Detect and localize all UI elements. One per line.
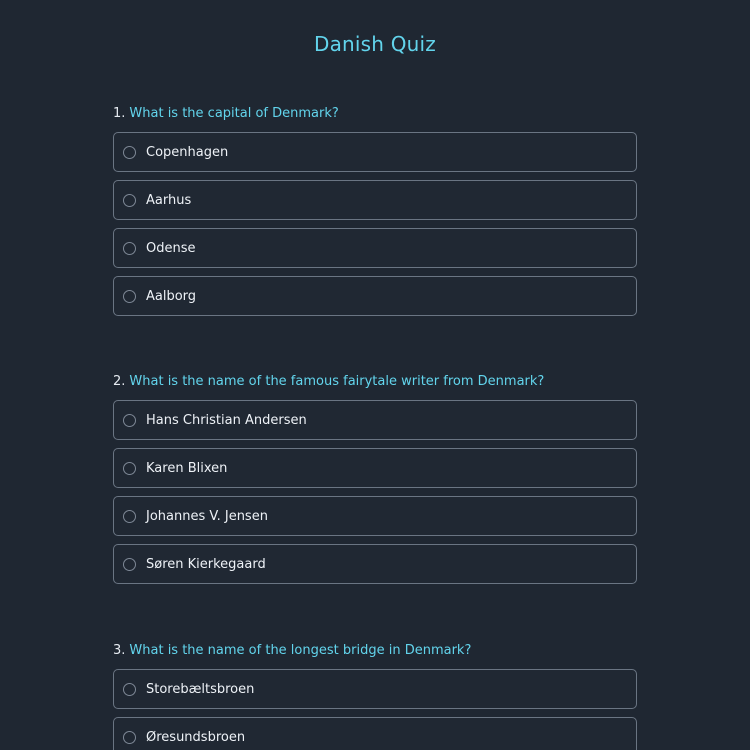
quiz-title: Danish Quiz xyxy=(313,32,436,56)
answer-option-oresundsbroen[interactable] xyxy=(113,717,637,750)
option-label: Hans Christian Andersen xyxy=(146,412,307,428)
answer-option-odense[interactable] xyxy=(113,228,637,268)
option-label: Storebæltsbroen xyxy=(146,681,255,697)
option-label: Johannes V. Jensen xyxy=(146,508,268,524)
answer-option-johannes-v-jensen[interactable] xyxy=(113,496,637,536)
radio-button-icon[interactable] xyxy=(123,683,136,696)
answer-option-hans-christian-andersen[interactable] xyxy=(113,400,637,440)
radio-button-icon[interactable] xyxy=(123,510,136,523)
question-prompt: What is the name of the famous fairytale writer from Denmark? xyxy=(129,374,545,389)
radio-button-icon[interactable] xyxy=(123,194,136,207)
question-number: 3. xyxy=(113,643,126,658)
radio-button-icon[interactable] xyxy=(123,290,136,303)
radio-button-icon[interactable] xyxy=(123,242,136,255)
option-label: Copenhagen xyxy=(146,144,229,160)
question-prompt: What is the capital of Denmark? xyxy=(129,106,339,121)
question-prompt: What is the name of the longest bridge in Denmark? xyxy=(129,643,472,658)
option-label: Karen Blixen xyxy=(146,460,228,476)
question-2 xyxy=(113,373,637,592)
question-text xyxy=(113,642,637,660)
question-3 xyxy=(113,642,637,750)
answer-option-soren-kierkegaard[interactable] xyxy=(113,544,637,584)
option-label: Aalborg xyxy=(146,288,197,304)
radio-button-icon[interactable] xyxy=(123,558,136,571)
radio-button-icon[interactable] xyxy=(123,146,136,159)
answer-option-storebaeltsbroen[interactable] xyxy=(113,669,637,709)
question-text xyxy=(113,373,637,391)
question-text xyxy=(113,105,637,123)
question-number: 1. xyxy=(113,106,126,121)
question-1 xyxy=(113,105,637,324)
radio-button-icon[interactable] xyxy=(123,414,136,427)
option-label: Aarhus xyxy=(146,192,192,208)
answer-option-karen-blixen[interactable] xyxy=(113,448,637,488)
option-label: Odense xyxy=(146,240,196,256)
question-number: 2. xyxy=(113,374,126,389)
option-label: Søren Kierkegaard xyxy=(146,556,266,572)
option-label: Øresundsbroen xyxy=(146,729,246,745)
radio-button-icon[interactable] xyxy=(123,462,136,475)
answer-option-aarhus[interactable] xyxy=(113,180,637,220)
answer-option-copenhagen[interactable] xyxy=(113,132,637,172)
answer-option-aalborg[interactable] xyxy=(113,276,637,316)
radio-button-icon[interactable] xyxy=(123,731,136,744)
